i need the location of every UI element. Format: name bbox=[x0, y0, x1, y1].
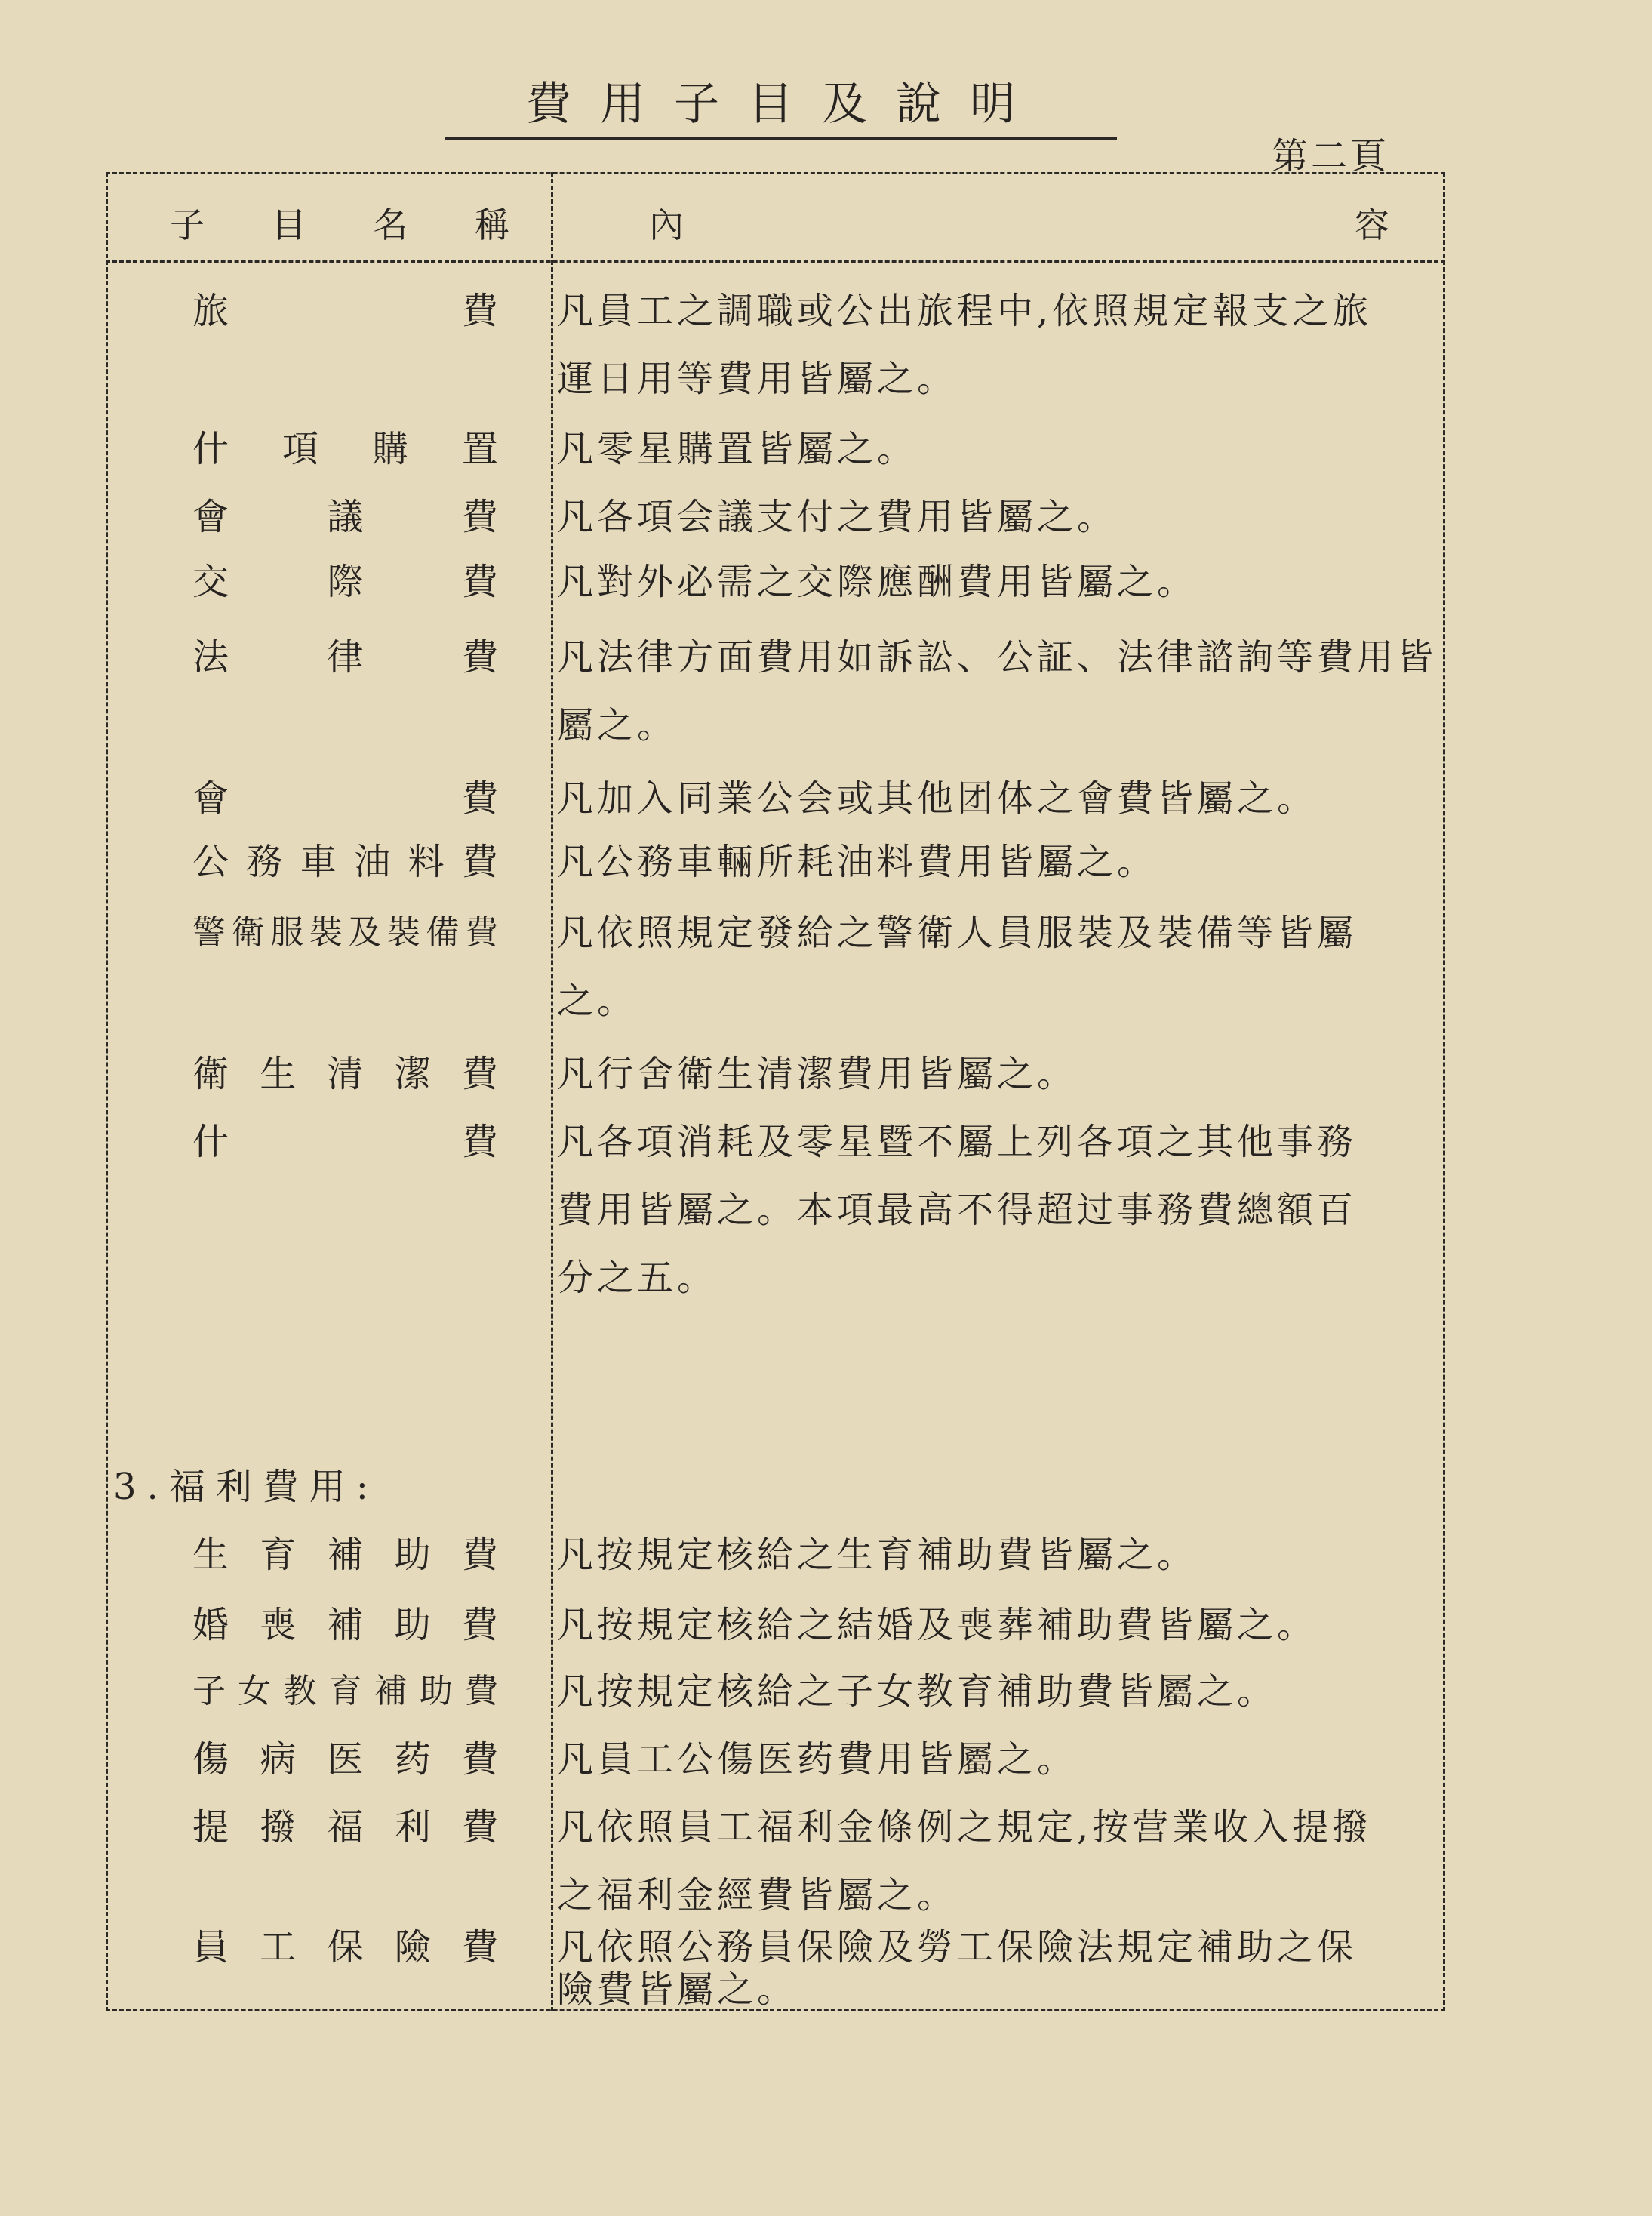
description-line: 分之五。 bbox=[557, 1257, 718, 1299]
item-name: 子女教育補助費 bbox=[192, 1672, 498, 1710]
description-line: 之福利金經費皆屬之。 bbox=[557, 1874, 958, 1916]
item-name: 婚喪補助費 bbox=[192, 1604, 498, 1646]
item-description bbox=[557, 548, 1444, 616]
description-line: 之。 bbox=[557, 980, 638, 1022]
document-title: 費用子目及說明 bbox=[526, 78, 1044, 131]
item-description bbox=[557, 1725, 1444, 1793]
item-description bbox=[557, 1591, 1444, 1659]
item-name: 什費 bbox=[192, 1121, 498, 1163]
description-line: 凡按規定核給之結婚及喪葬補助費皆屬之。 bbox=[557, 1604, 1318, 1646]
item-description bbox=[557, 1793, 1444, 1929]
section-title: 3.福利費用: bbox=[113, 1466, 379, 1508]
item-name: 提撥福利費 bbox=[192, 1806, 498, 1848]
description-line: 凡各項消耗及零星暨不屬上列各項之其他事務 bbox=[557, 1121, 1358, 1163]
item-name: 公務車油料費 bbox=[192, 841, 498, 883]
header-name: 子目名稱 bbox=[170, 205, 509, 245]
item-name: 交際費 bbox=[192, 561, 498, 603]
column-divider bbox=[551, 172, 553, 2011]
item-name: 員工保險費 bbox=[192, 1926, 498, 1968]
description-line: 險費皆屬之。 bbox=[557, 1968, 798, 2011]
item-description bbox=[557, 1040, 1444, 1108]
description-line: 凡按規定核給之子女教育補助費皆屬之。 bbox=[557, 1670, 1278, 1713]
description-line: 凡依照規定發給之警衛人員服裝及裝備等皆屬 bbox=[557, 912, 1358, 954]
description-line: 屬之。 bbox=[557, 704, 678, 746]
header-content-right: 容 bbox=[1355, 205, 1389, 245]
description-line: 凡員工公傷医药費用皆屬之。 bbox=[557, 1738, 1078, 1780]
item-description bbox=[557, 1108, 1444, 1312]
title-underline bbox=[445, 137, 1117, 140]
description-line: 凡依照公務員保險及勞工保險法規定補助之保 bbox=[557, 1926, 1358, 1968]
item-name: 旅費 bbox=[192, 290, 498, 332]
item-description bbox=[557, 415, 1444, 483]
item-description bbox=[557, 277, 1444, 413]
item-name: 什項購置 bbox=[192, 428, 498, 470]
description-line: 凡依照員工福利金條例之規定,按营業收入提撥 bbox=[557, 1806, 1373, 1848]
description-line: 凡法律方面費用如訴訟、公証、法律諮詢等費用皆 bbox=[557, 636, 1438, 679]
description-line: 凡公務車輛所耗油料費用皆屬之。 bbox=[557, 841, 1158, 883]
item-description bbox=[557, 765, 1444, 833]
item-description bbox=[557, 483, 1444, 551]
item-description bbox=[557, 1926, 1444, 2011]
description-line: 凡員工之調職或公出旅程中,依照規定報支之旅 bbox=[557, 290, 1373, 332]
item-name: 衛生清潔費 bbox=[192, 1053, 498, 1095]
item-name: 生育補助費 bbox=[192, 1534, 498, 1576]
item-description bbox=[557, 899, 1444, 1035]
item-description bbox=[557, 828, 1444, 896]
item-name: 會議費 bbox=[192, 496, 498, 538]
description-line: 費用皆屬之。本項最高不得超过事務費總額百 bbox=[557, 1189, 1358, 1231]
item-name: 法律費 bbox=[192, 636, 498, 679]
header-content-left: 內 bbox=[649, 205, 684, 245]
description-line: 凡行舍衛生清潔費用皆屬之。 bbox=[557, 1053, 1078, 1095]
description-line: 凡對外必需之交際應酬費用皆屬之。 bbox=[557, 561, 1198, 603]
description-line: 凡加入同業公会或其他团体之會費皆屬之。 bbox=[557, 777, 1318, 820]
description-line: 凡按規定核給之生育補助費皆屬之。 bbox=[557, 1534, 1198, 1576]
item-description bbox=[557, 1657, 1444, 1725]
header-divider bbox=[106, 260, 1445, 263]
item-name: 會費 bbox=[192, 777, 498, 820]
description-line: 運日用等費用皆屬之。 bbox=[557, 358, 958, 400]
description-line: 凡零星購置皆屬之。 bbox=[557, 428, 918, 470]
item-name: 警衛服裝及裝備費 bbox=[192, 913, 498, 952]
item-name: 傷病医药費 bbox=[192, 1738, 498, 1780]
page-number: 第二頁 bbox=[1272, 135, 1390, 177]
item-description bbox=[557, 623, 1444, 759]
item-description bbox=[557, 1521, 1444, 1589]
description-line: 凡各項会議支付之費用皆屬之。 bbox=[557, 496, 1118, 538]
